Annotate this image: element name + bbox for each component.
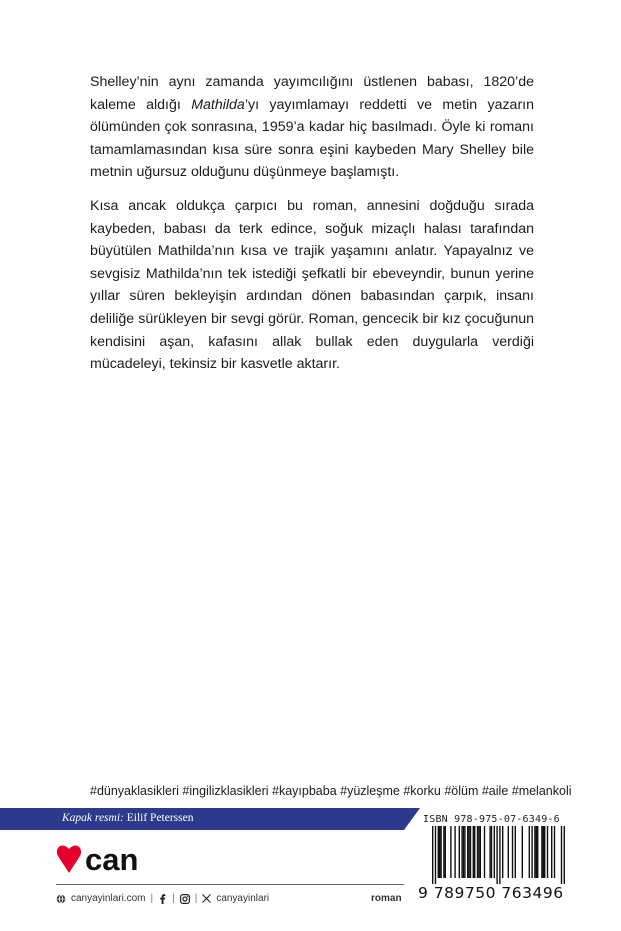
blurb-p1-text-b: ’yı yayımlamayı reddetti ve metin yazarın ölümünden çok sonrasına, 1959’a kadar hiç basılmadı. Öyle ki romanı tamamlamasından kısa süre sonra eşini kaybeden Mary Shelley bile metnin uğursuz olduğunu düşünmeye başlamıştı. <box>90 96 535 181</box>
credit-name: Eilif Peterssen <box>126 812 194 824</box>
logo-wordmark: can <box>85 842 139 876</box>
footer-separator: | <box>172 893 175 904</box>
barcode-bar <box>494 826 495 878</box>
barcode-bar <box>547 826 548 878</box>
can-logo-graphic <box>56 842 156 876</box>
footer-divider <box>56 884 404 885</box>
barcode-bar <box>445 826 446 878</box>
barcode-bar <box>474 826 475 878</box>
barcode-bar <box>438 826 439 878</box>
barcode-bar <box>537 826 538 878</box>
barcode-bar <box>512 826 513 878</box>
heart-icon <box>57 845 81 873</box>
book-category: roman <box>371 893 402 904</box>
barcode-bar <box>491 826 492 878</box>
barcode-bar <box>473 826 474 878</box>
blurb-p2-text: Kısa ancak oldukça çarpıcı bu roman, annesini doğduğu sırada kaybeden, babası da terk edince, soğuk mizaçlı halası tarafından büyütülen Mathilda’nın kısa ve trajik yaşamını anlatır. Yapayalnız ve sevgisiz Mathilda’nın tek istediği şefkatli bir ebeveyndir, bunun yerine yıllar süren bekleyişin ardından dönen babasından çarpık, insanı deliliğe sürükleyen bir sevgi görür. Roman, gencecik bir kız çocuğunun kendisini aşan, kafasını allak bullak eden duygularla verdiği mücadeleyi, tekinsiz bir kasvetle aktarır. <box>90 198 534 373</box>
barcode-bar <box>478 826 479 878</box>
barcode-bar <box>463 826 464 878</box>
globe-icon <box>56 894 66 904</box>
barcode-bar <box>564 826 565 884</box>
barcode-bar <box>522 826 523 878</box>
barcode-bar <box>489 826 490 878</box>
barcode-bar <box>534 826 535 878</box>
barcode-bar <box>480 826 481 878</box>
barcode-bar <box>440 826 441 878</box>
barcode-bar <box>541 826 542 878</box>
barcode-bar <box>435 826 436 884</box>
barcode-bar <box>508 826 509 878</box>
barcode-bar <box>551 826 552 878</box>
barcode-bar <box>515 826 516 878</box>
isbn-label: ISBN 978-975-07-6349-6 <box>423 814 560 825</box>
barcode-bar <box>529 826 530 878</box>
barcode-bar <box>531 826 532 878</box>
website-link[interactable]: canyayinlari.com <box>71 893 146 904</box>
barcode-bar <box>432 826 433 884</box>
barcode-bar <box>454 826 455 878</box>
hashtag-line: #dünyaklasikleri #ingilizklasikleri #kayıpbaba #yüzleşme #korku #ölüm #aile #melankoli <box>90 784 572 798</box>
barcode-bar <box>439 826 440 878</box>
instagram-icon[interactable] <box>180 894 190 904</box>
facebook-icon[interactable] <box>158 894 167 904</box>
x-icon[interactable] <box>202 894 211 903</box>
blurb-paragraph-1 <box>90 71 534 184</box>
barcode-bar <box>502 826 503 878</box>
barcode-bar <box>543 826 544 878</box>
barcode-bar <box>468 826 469 878</box>
footer-separator: | <box>194 893 198 904</box>
barcode-bar <box>443 826 444 878</box>
blurb-p1-title: Mathilda <box>191 96 245 113</box>
footer-separator: | <box>150 893 154 904</box>
barcode-number: 9 789750 763496 <box>418 884 564 902</box>
barcode-bar <box>561 826 562 884</box>
barcode-bar <box>544 826 545 878</box>
credit-label: Kapak resmi: <box>62 812 124 824</box>
barcode-bar <box>470 826 471 878</box>
barcode-bar <box>536 826 537 878</box>
barcode-bar <box>467 826 468 878</box>
social-handle[interactable]: canyayinlari <box>216 893 270 904</box>
barcode-bar <box>477 826 478 878</box>
blurb-paragraph-2 <box>90 195 534 376</box>
barcode-bar <box>484 826 485 878</box>
barcode <box>432 826 574 884</box>
publisher-logo <box>56 842 156 881</box>
blurb-p1-text-a: Shelley’nin aynı zamanda yayımcılığını üstlenen babası, 1820’de kaleme aldığı <box>90 74 534 113</box>
cover-credit <box>62 812 193 824</box>
barcode-bar <box>461 826 462 878</box>
barcode-bar <box>499 826 500 884</box>
barcode-bar <box>496 826 497 884</box>
barcode-bar <box>459 826 460 878</box>
publisher-footer <box>56 893 269 904</box>
barcode-bar <box>464 826 465 878</box>
barcode-bar <box>450 826 451 878</box>
barcode-bar <box>554 826 555 878</box>
